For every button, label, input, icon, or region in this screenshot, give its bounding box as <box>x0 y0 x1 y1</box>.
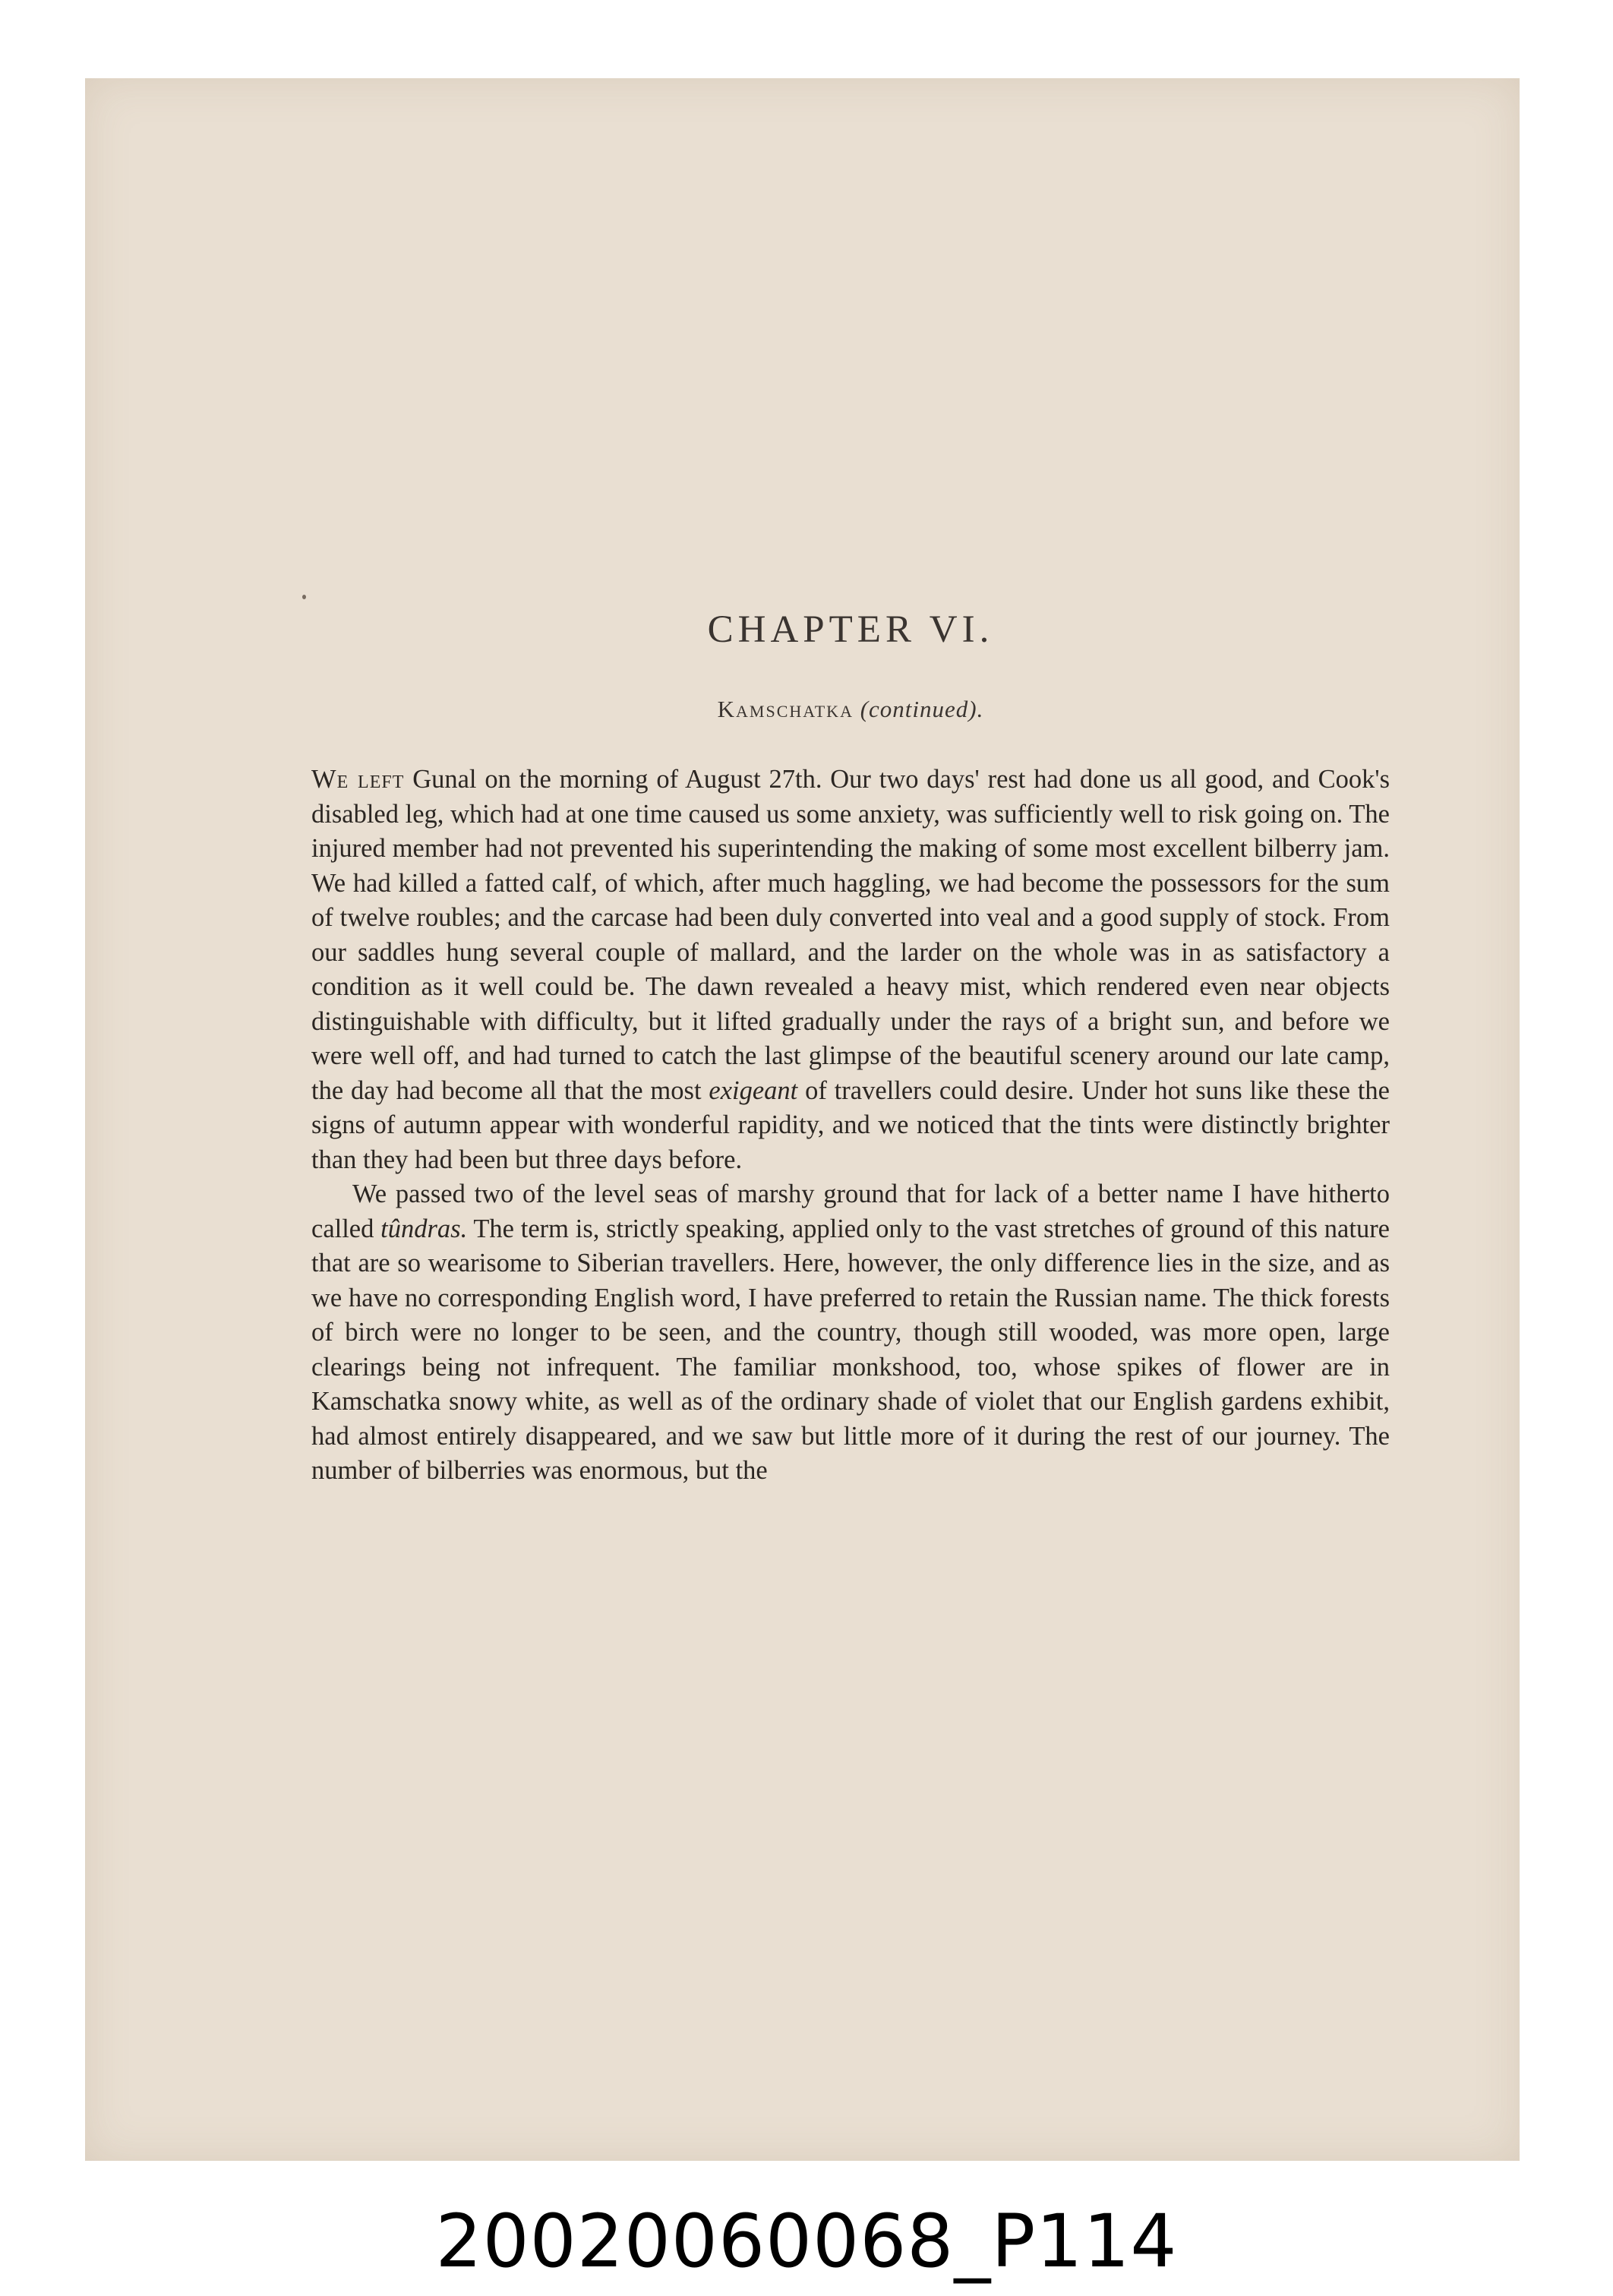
paragraph <box>311 763 1390 1177</box>
body-text <box>311 763 1390 1489</box>
paragraph-italic: tûndras. <box>380 1214 468 1243</box>
paragraph-text: We passed two of the level seas of marshy ground that for lack of a better name I have hitherto called <box>311 1180 1390 1243</box>
chapter-subtitle-continued: (continued). <box>860 696 984 722</box>
paragraph-text: Gunal on the morning of August 27th. Our two days' rest had done us all good, and Cook's disabled leg, which had at one time caused us some anxiety, was sufficiently well to risk going on. The injured member had not prevented his superintending the making of some most excellent bilberry jam. We had killed a fatted calf, of which, after much haggling, we had become the possessors for the sum of twelve roubles; and the carcase had been duly converted into veal and a good supply of stock. From our saddles hung several couple of mallard, and the larder on the whole was in as satisfactory a condition as it well could be. The dawn revealed a heavy mist, which rendered even near objects distinguishable with difficulty, but it lifted gradually under the rays of a bright sun, and before we were well off, and had turned to catch the last glimpse of the beautiful scenery around our late camp, the day had become all that the most <box>311 765 1390 1105</box>
paragraph-text: of travellers could desire. Under hot suns like these the signs of autumn appear with wonderful rapidity, and we noticed that the tints were distinctly brighter than they had been but three days before. <box>311 1075 1390 1174</box>
page-text <box>311 608 1390 1489</box>
chapter-subtitle <box>311 696 1390 723</box>
paragraph-italic: exigeant <box>709 1075 798 1105</box>
chapter-subtitle-place: Kamschatka <box>717 696 854 722</box>
paper-speck <box>302 595 306 599</box>
paragraph-text: The term is, strictly speaking, applied only to the vast stretches of ground of this nature that are so wearisome to Siberian travellers. Here, however, the only difference lies in the size, and as we have no corresponding English word, I have preferred to retain the Russian name. The thick forests of birch were no longer to be seen, and the country, though still wooded, was more open, large clearings being not infrequent. The familiar monkshood, too, whose spikes of flower are in Kamschatka snowy white, as well as of the ordinary shade of violet that our English gardens exhibit, had almost entirely disappeared, and we saw but little more of it during the rest of our journey. The number of bilberries was enormous, but the <box>311 1214 1390 1485</box>
chapter-title: CHAPTER VI. <box>707 608 994 651</box>
paragraph <box>311 1177 1390 1489</box>
page-identifier: 20020060068_P114 <box>435 2199 1178 2284</box>
paragraph-lead: We left <box>311 765 405 794</box>
